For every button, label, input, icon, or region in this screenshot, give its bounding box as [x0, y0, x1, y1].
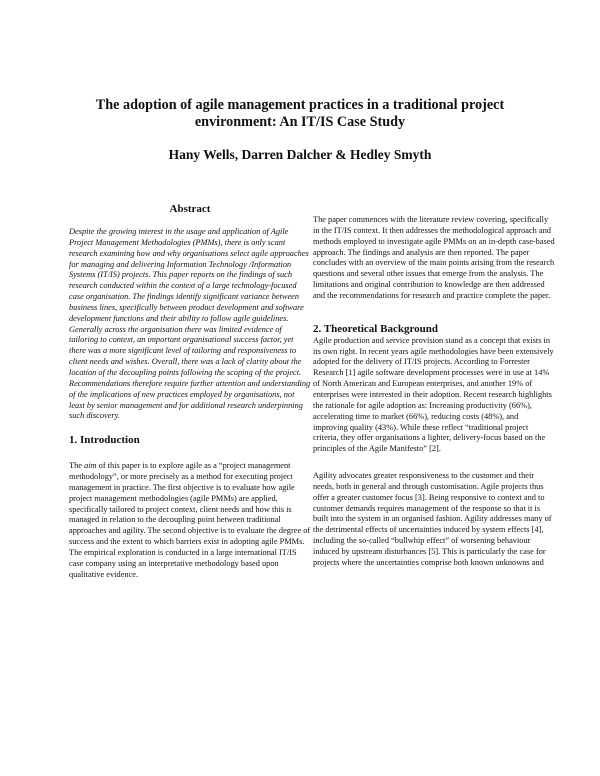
theoretical-background-paragraph-2: Agility advocates greater responsiveness to the customer and their needs, both in general and through customisation. Agile projects thus offer a greater customer focus [3]. Being responsive to context and to customer demands requires management of the response so that it is built into the system in an organised fashion. Agility addresses many of the detrimental effects of uncertainties induced by system effects [4], including the so-called “bullwhip effect” of worsening behaviour induced by upstream disturbances [5]. This is particularly the case for projects where the uncertainties comprise both known unknowns and — [313, 471, 552, 567]
theoretical-background-heading: 2. Theoretical Background — [313, 322, 438, 335]
intro-text-start: The — [69, 461, 85, 471]
intro-text-rest: of this paper is to explore agile as a “project management methodology”, or more precisely as a method for executing project management in practice. The first objective is to evaluate how agile project management methodologies (agile PMMs) are applied, specifically tailored to project context, client needs and how this is managed in relation to the decoupling point between traditional approaches and agility. The second objective is to evaluate the degree of success and the extent to which barriers exist in adopting agile PMMs. The empirical exploration is conducted in a large international IT/IS case company using an interpretative methodology based upon qualitative evidence. — [69, 461, 311, 579]
introduction-heading: 1. Introduction — [69, 434, 140, 447]
paper-title-line2: environment: An IT/IS Case Study — [194, 114, 406, 130]
intro-aim-word: aim — [84, 461, 97, 471]
left-column — [69, 202, 311, 580]
abstract-heading: Abstract — [169, 203, 211, 215]
introduction-paragraph — [69, 461, 311, 580]
abstract-text: Despite the growing interest in the usage and application of Agile Project Management Methodologies (PMMs), there is only scant research examining how and why organisations select agile approaches for managing and delivering Information Technology /Information Systems (IT/IS) projects. This paper reports on the findings of such research conducted within the context of a large technology-focused case organisation. The findings identify significant variance between business lines, specifically between product development and software development functions and their ability to follow agile guidelines. Generally across the organisation there was limited evidence of tailoring to context, an important organisational success factor, yet there was a more significant level of tailoring and responsiveness to client needs and wishes. Overall, there was a lack of clarity about the location of the decoupling points following the scoping of the project. Recommendations therefore require further attention and understanding of the implications of new practices employed by organisations, not least by senior management and for additional research underpinning such discovery. — [69, 227, 311, 421]
paper-authors: Hany Wells, Darren Dalcher & Hedley Smyth — [168, 147, 432, 162]
right-column — [313, 215, 555, 569]
theoretical-background-paragraph-1: Agile production and service provision stand as a concept that exists in its own right. In recent years agile methodologies have been extensively adopted for the delivery of IT/IS projects. According to Forrester Research [1] agile software development processes were in use at 14% of North American and European enterprises, and another 19% of enterprises were interested in their adoption. Recent research highlights the rationale for agile adoption as: Increasing productivity (66%), accelerating time to market (66%), reducing costs (48%), and improving quality (43%). While these reflect “traditional project criteria, they offer organisations a lighter, delivery-focus based on the principles of the Agile Manifesto” [2]. — [313, 335, 554, 454]
paper-title-line1: The adoption of agile management practices in a traditional project — [95, 97, 505, 113]
overview-paragraph: The paper commences with the literature review covering, specifically in the IT/IS context. It then addresses the methodological approach and methods employed to investigate agile PMMs on an in-depth case-based approach. The findings and analysis are then reported. The paper concludes with an overview of the main points arising from the research questions and several other issues that emerge from the analysis. The limitations and original contribution to knowledge are then addressed and the recommendations for research and practice complete the paper. — [313, 215, 555, 300]
paper-title — [60, 97, 540, 131]
